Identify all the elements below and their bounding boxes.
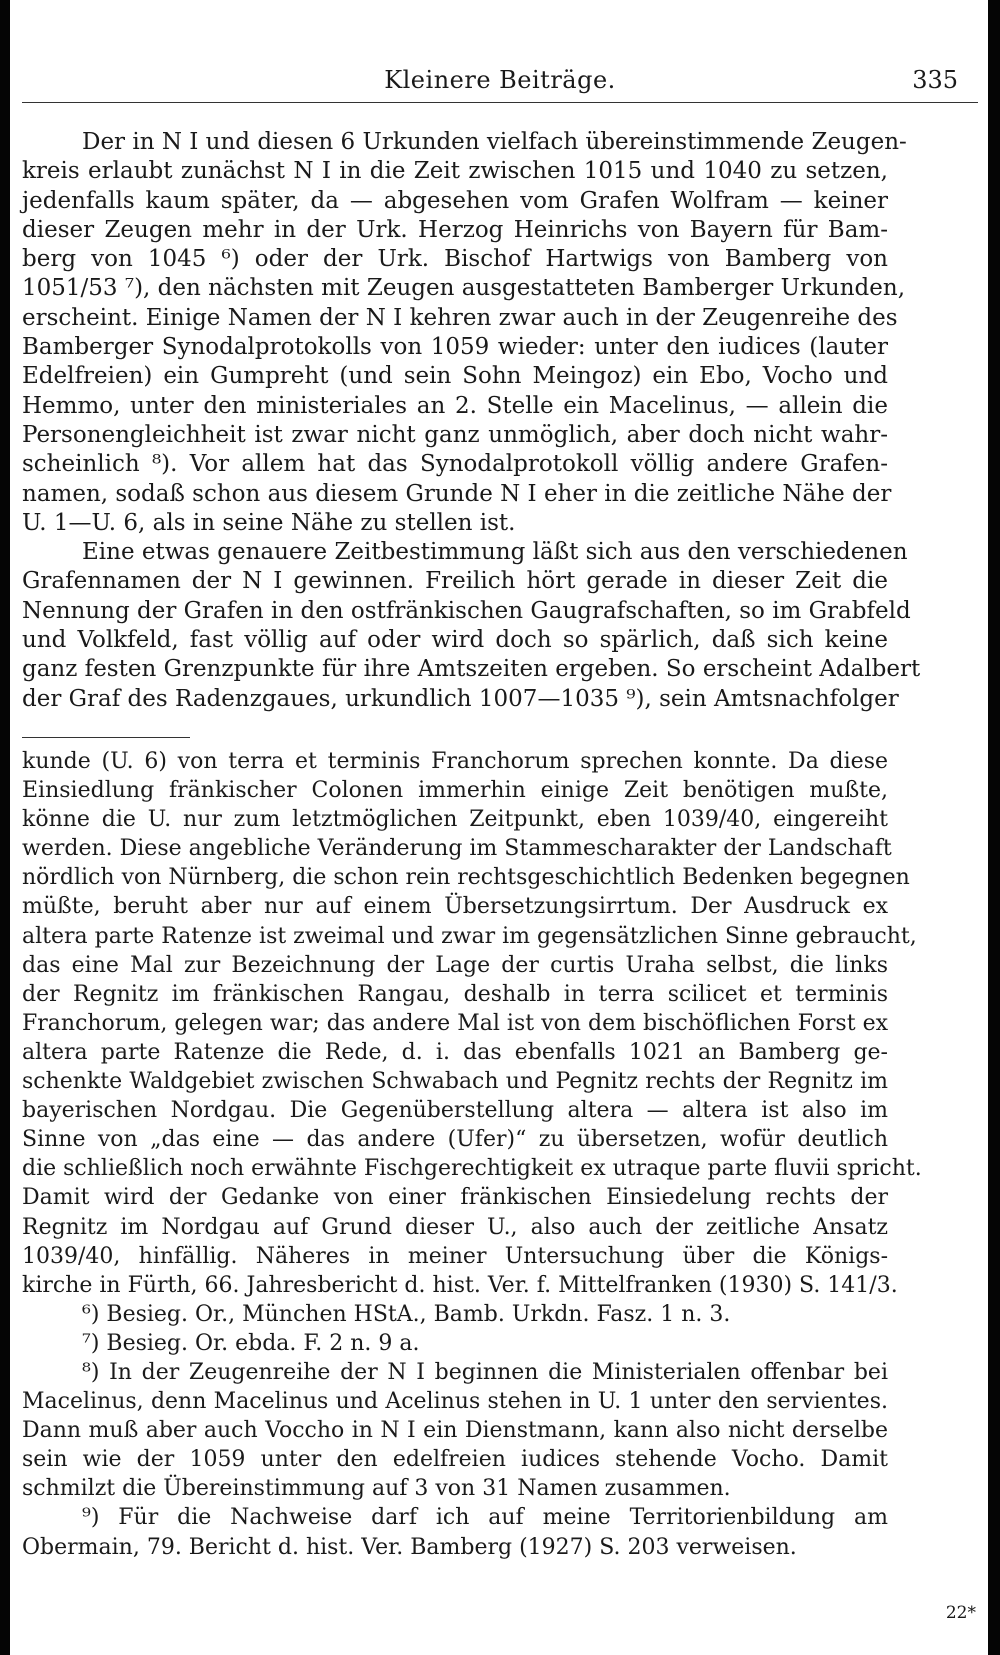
note-line: sein wie der 1059 unter den edelfreien iudices stehende Vocho. Damit — [22, 1447, 888, 1473]
text-line: Personengleichheit ist zwar nicht ganz unmöglich, aber doch nicht wahr- — [22, 421, 888, 448]
text-line: Bamberger Synodalprotokolls von 1059 wieder: unter den iudices (lauter — [22, 334, 888, 361]
note-line: Franchorum, gelegen war; das andere Mal ist von dem bischöflichen Forst ex — [22, 1010, 888, 1036]
note-line: die schließlich noch erwähnte Fischgerechtigkeit ex utraque parte fluvii spricht. — [22, 1156, 922, 1182]
text-line: jedenfalls kaum später, da — abgesehen vom Grafen Wolfram — keiner — [22, 187, 888, 214]
note-line: Macelinus, denn Macelinus und Acelinus stehen in U. 1 unter den servientes. — [22, 1389, 888, 1415]
note-line: Regnitz im Nordgau auf Grund dieser U., also auch der zeitliche Ansatz — [22, 1214, 888, 1240]
note-line: werden. Diese angebliche Veränderung im Stammescharakter der Landschaft — [22, 836, 892, 862]
page-number: 335 — [912, 66, 958, 94]
note-line: Einsiedlung fränkischer Colonen immerhin einige Zeit benötigen mußte, — [22, 778, 888, 804]
running-header — [22, 62, 978, 103]
note-line: Obermain, 79. Bericht d. hist. Ver. Bamberg (1927) S. 203 verweisen. — [22, 1534, 797, 1560]
note-line: der Regnitz im fränkischen Rangau, deshalb in terra scilicet et terminis — [22, 981, 888, 1007]
text-line: kreis erlaubt zunächst N I in die Zeit zwischen 1015 und 1040 zu setzen, — [22, 158, 888, 185]
scan-border-right — [988, 0, 1000, 1655]
note-line: Damit wird der Gedanke von einer fränkischen Einsiedelung rechts der — [22, 1185, 888, 1211]
note-line: ⁷) Besieg. Or. ebda. F. 2 n. 9 a. — [82, 1330, 420, 1356]
text-line: U. 1—U. 6, als in seine Nähe zu stellen ist. — [22, 509, 516, 536]
note-line: altera parte Ratenze ist zweimal und zwar im gegensätzlichen Sinne gebraucht, — [22, 923, 917, 949]
text-line: Der in N I und diesen 6 Urkunden vielfach übereinstimmende Zeugen- — [82, 129, 907, 155]
text-line: Hemmo, unter den ministeriales an 2. Stelle ein Macelinus, — allein die — [22, 392, 888, 419]
note-line: schenkte Waldgebiet zwischen Schwabach und Pegnitz rechts der Regnitz im — [22, 1069, 888, 1095]
footnote-separator — [22, 737, 190, 738]
text-line: Eine etwas genauere Zeitbestimmung läßt sich aus den verschiedenen — [82, 539, 908, 566]
text-line: ganz festen Grenzpunkte für ihre Amtszeiten ergeben. So erscheint Adalbert — [22, 656, 921, 683]
note-line: nördlich von Nürnberg, die schon rein rechtsgeschichtlich Bedenken begegnen — [22, 865, 910, 891]
text-line: 1051/53 ⁷), den nächsten mit Zeugen ausgestatteten Bamberger Urkunden, — [22, 275, 906, 302]
text-line: scheinlich ⁸). Vor allem hat das Synodalprotokoll völlig andere Grafen- — [22, 451, 888, 478]
note-line: 1039/40, hinfällig. Näheres in meiner Untersuchung über die Königs- — [22, 1243, 888, 1269]
note-line: das eine Mal zur Bezeichnung der Lage der curtis Uraha selbst, die links — [22, 952, 888, 978]
text-line: namen, sodaß schon aus diesem Grunde N I eher in die zeitliche Nähe der — [22, 480, 892, 507]
text-line: Grafennamen der N I gewinnen. Freilich hört gerade in dieser Zeit die — [22, 568, 888, 595]
text-line: berg von 1045 ⁶) oder der Urk. Bischof Hartwigs von Bamberg von — [22, 246, 888, 273]
note-line: kirche in Fürth, 66. Jahresbericht d. hist. Ver. f. Mittelfranken (1930) S. 141/3. — [22, 1272, 898, 1298]
text-line: der Graf des Radenzgaues, urkundlich 1007—1035 ⁹), sein Amtsnachfolger — [22, 685, 899, 712]
scan-border-left — [0, 0, 10, 1655]
note-line: ⁸) In der Zeugenreihe der N I beginnen die Ministerialen offenbar bei — [82, 1359, 888, 1385]
note-line: Sinne von „das eine — das andere (Ufer)“ zu übersetzen, wofür deutlich — [22, 1127, 888, 1153]
text-line: erscheint. Einige Namen der N I kehren zwar auch in der Zeugenreihe des — [22, 304, 898, 331]
note-line: ⁶) Besieg. Or., München HStA., Bamb. Urkdn. Fasz. 1 n. 3. — [82, 1301, 731, 1327]
note-line: schmilzt die Übereinstimmung auf 3 von 31 Namen zusammen. — [22, 1476, 731, 1502]
footnotes — [22, 747, 922, 1562]
text-line: dieser Zeugen mehr in der Urk. Herzog Heinrichs von Bayern für Bam- — [22, 216, 888, 243]
note-line: kunde (U. 6) von terra et terminis Franchorum sprechen konnte. Da diese — [22, 749, 888, 774]
running-title: Kleinere Beiträge. — [384, 66, 616, 94]
note-line: müßte, beruht aber nur auf einem Übersetzungsirrtum. Der Ausdruck ex — [22, 894, 888, 920]
note-line: ⁹) Für die Nachweise darf ich auf meine Territorienbildung am — [82, 1505, 888, 1531]
main-text — [22, 128, 921, 714]
note-line: Dann muß aber auch Voccho in N I ein Dienstmann, kann also nicht derselbe — [22, 1418, 888, 1444]
text-line: Nennung der Grafen in den ostfränkischen Gaugrafschaften, so im Grabfeld — [22, 597, 911, 624]
text-line: und Volkfeld, fast völlig auf oder wird doch so spärlich, daß sich keine — [22, 627, 888, 654]
signature-mark: 22* — [945, 1603, 976, 1623]
note-line: altera parte Ratenze die Rede, d. i. das ebenfalls 1021 an Bamberg ge- — [22, 1039, 888, 1065]
text-line: Edelfreien) ein Gumpreht (und sein Sohn Meingoz) ein Ebo, Vocho und — [22, 363, 888, 390]
note-line: könne die U. nur zum letztmöglichen Zeitpunkt, eben 1039/40, eingereiht — [22, 807, 888, 833]
note-line: bayerischen Nordgau. Die Gegenüberstellung altera — altera ist also im — [22, 1098, 888, 1124]
